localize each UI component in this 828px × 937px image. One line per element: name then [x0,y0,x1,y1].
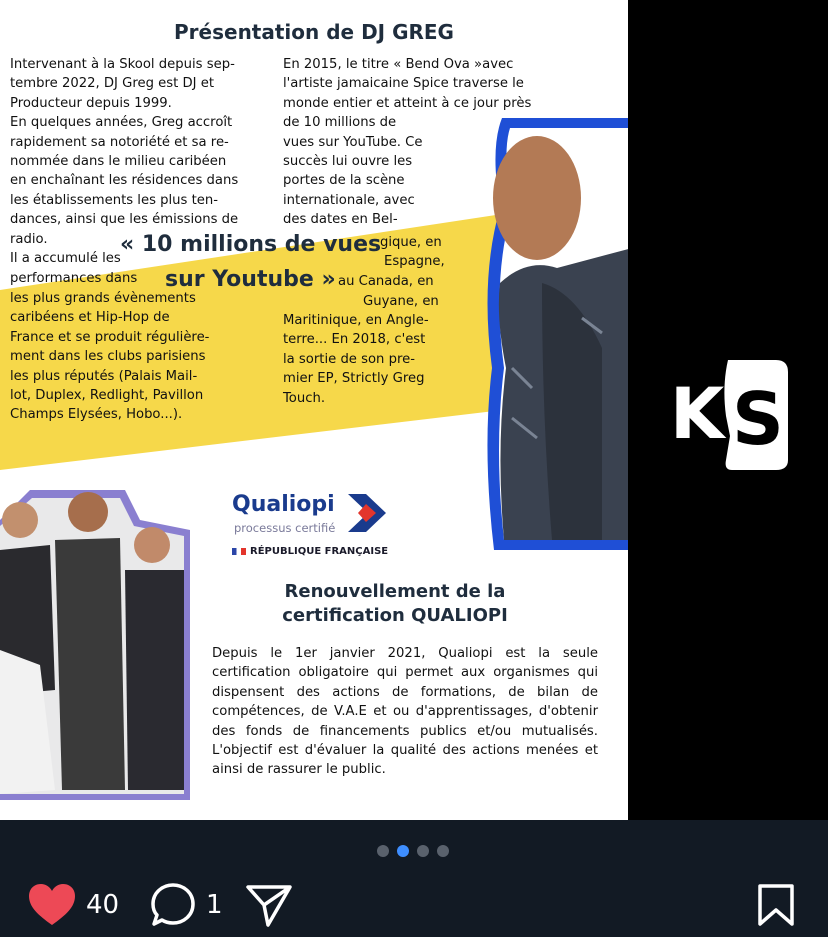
carousel-dot[interactable] [417,845,429,857]
text-line: lot, Duplex, Redlight, Pavillon [10,388,204,404]
text-line: terre... En 2018, c'est [283,332,426,348]
right-column-bottom [283,311,463,408]
text-line: Il a accumulé les [10,251,121,266]
text-line: Touch. [283,390,326,406]
text-line: l'artiste jamaicaine Spice traverse le [283,76,524,92]
post-action-bar [0,880,828,930]
qualiopi-logo [232,492,402,562]
ks-logo-k: K [670,373,725,455]
article-title: Présentation de DJ GREG [174,20,454,44]
text-line: performances dans [10,271,138,286]
text-line: France et se produit régulière- [10,329,210,345]
ks-logo-s: S [732,377,784,461]
text-line: au Canada, en [338,274,434,289]
text-line: de 10 millions de [283,115,397,131]
text-line: des dates en Bel- [283,212,398,228]
text-line: En 2015, le titre « Bend Ova »avec [283,57,514,72]
text-line: nommée dans le milieu caribéen [10,154,227,170]
ks-logo [668,356,790,472]
pull-quote-line-2: sur Youtube » [165,267,336,292]
qualiopi-heading [230,580,560,628]
text-line: vues sur YouTube. Ce [283,134,423,150]
share-group [246,880,292,930]
qualiopi-subtitle: processus certifié [234,521,336,535]
comment-group [150,880,223,930]
comment-count[interactable]: 1 [206,890,223,920]
qualiopi-logo-name: Qualiopi [232,492,335,517]
text-line: rapidement sa notoriété et sa re- [10,134,229,150]
republique-francaise [232,546,388,557]
like-group [28,880,119,930]
text-line: en enchaînant les résidences dans [10,173,239,189]
french-flag-icon [232,548,246,555]
text-line: Intervenant à la Skool depuis sep- [10,57,235,72]
text-line: Guyane, en [363,294,439,309]
text-line: Maritinique, en Angle- [283,313,429,328]
text-line: portes de la scène [283,173,405,189]
carousel-indicator [377,845,449,857]
text-line: En quelques années, Greg accroît [10,115,233,131]
text-line: monde entier et atteint à ce jour près [283,95,532,111]
text-line: internationale, avec [283,192,415,208]
text-line: les établissements les plus ten- [10,192,219,208]
qualiopi-heading-line-2: certification QUALIOPI [282,605,508,626]
like-count[interactable]: 40 [86,890,120,920]
text-line: les plus grands évènements [10,291,196,306]
text-line: ment dans les clubs parisiens [10,349,206,365]
text-line: caribéens et Hip-Hop de [10,310,170,326]
group-photo [0,490,192,802]
carousel-dot-active[interactable] [397,845,409,857]
comment-icon[interactable] [150,882,196,928]
heart-icon[interactable] [28,883,76,927]
text-line: les plus réputés (Palais Mail- [10,368,198,384]
carousel-dot[interactable] [377,845,389,857]
text-line: gique, en [380,235,442,250]
republique-label: RÉPUBLIQUE FRANÇAISE [250,546,389,557]
left-column-bottom [10,289,238,425]
text-line: Champs Elysées, Hobo...). [10,407,183,423]
text-line: radio. [10,231,48,247]
dj-greg-photo [482,118,628,550]
pull-quote-line-1: « 10 millions de vues [120,232,382,257]
text-line: tembre 2022, DJ Greg est DJ et [10,76,215,92]
bookmark-group [756,880,796,930]
text-line: Espagne, [384,254,445,269]
qualiopi-body: Depuis le 1er janvier 2021, Qualiopi est la seule certification obligatoire qui permet aux organismes qui dispensent des actions de formations, de bilan de compétences, de V.A.E et ou d'apprentissages, d'obtenir des fonds de financements publics et/ou mutualisés. L'objectif est d'évaluer la qualité des actions menées et ainsi de rassurer le public. [212,646,598,778]
text-line: succès lui ouvre les [283,154,413,170]
qualiopi-arrows-icon [348,494,390,532]
bookmark-icon[interactable] [756,883,796,927]
text-line: dances, ainsi que les émissions de [10,212,239,228]
left-column [10,55,265,249]
text-line: Producteur depuis 1999. [10,95,172,111]
text-line: mier EP, Strictly Greg [283,371,425,387]
qualiopi-heading-line-1: Renouvellement de la [284,581,506,602]
carousel-dot[interactable] [437,845,449,857]
text-line: la sortie de son pre- [283,351,415,367]
share-icon[interactable] [246,883,292,927]
